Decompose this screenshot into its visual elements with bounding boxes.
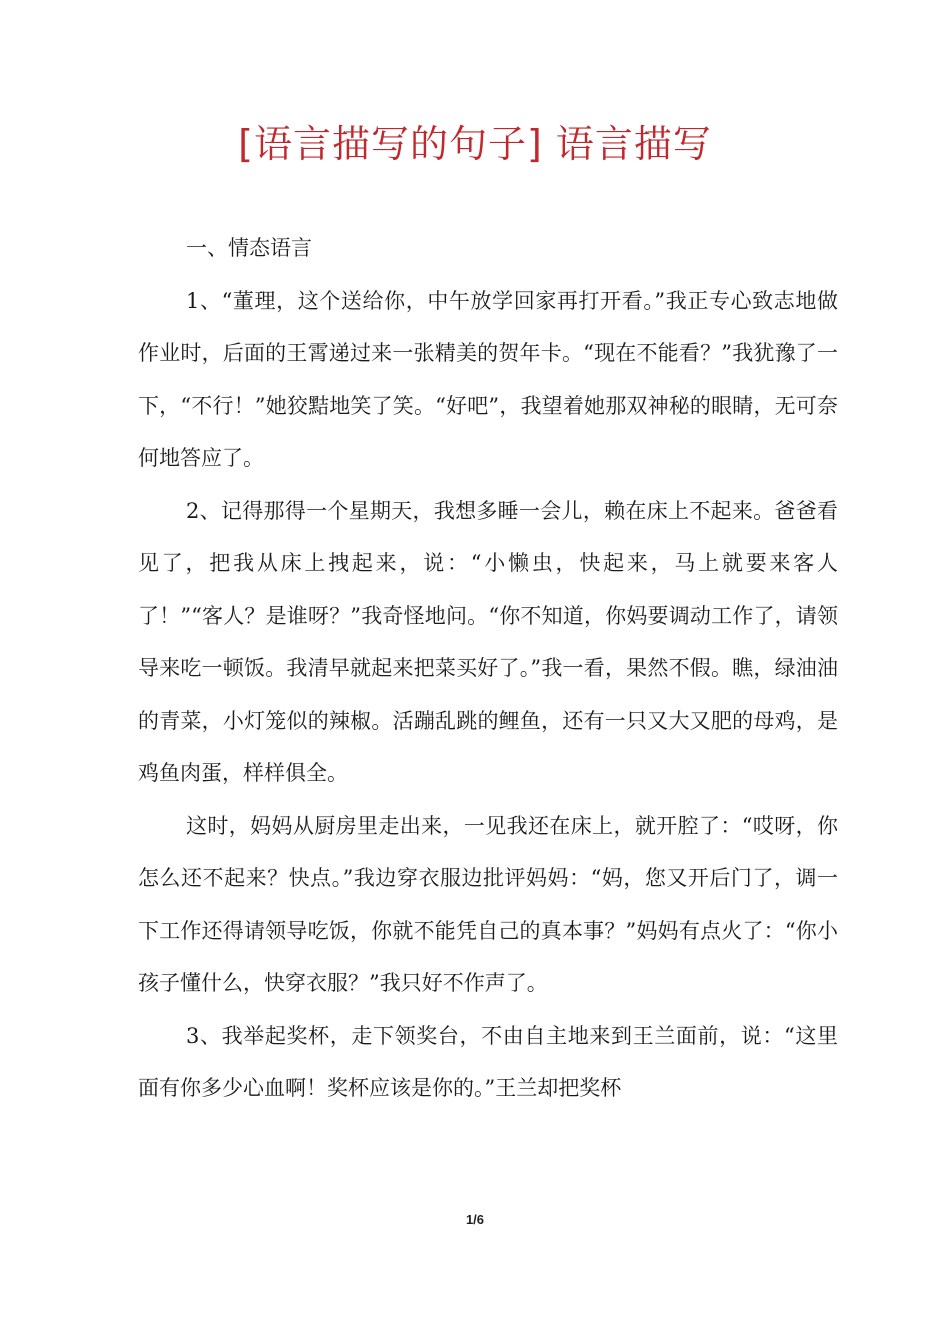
document-title: [语言描写的句子] 语言描写 xyxy=(238,122,712,166)
section-heading: 一、情态语言 xyxy=(186,236,312,260)
paragraph: 这时，妈妈从厨房里走出来，一见我还在床上，就开腔了：“哎呀，你怎么还不起来？快点。”我边穿衣服边批评妈妈：“妈，您又开后门了，调一下工作还得请领导吃饭，你就不能凭自己的真本事？”妈妈有点火了：“你小孩子懂什么，快穿衣服？”我只好不作声了。 xyxy=(138,813,838,995)
paragraph: 1、“董理，这个送给你，中午放学回家再打开看。”我正专心致志地做作业时，后面的王霄递过来一张精美的贺年卡。“现在不能看？”我犹豫了一下，“不行！”她狡黠地笑了笑。“好吧”，我望着她那双神秘的眼睛，无可奈何地答应了。 xyxy=(138,288,838,470)
paragraph: 2、记得那得一个星期天，我想多睡一会儿，赖在床上不起来。爸爸看见了，把我从床上拽起来，说：“小懒虫，快起来，马上就要来客人了！”“客人？是谁呀？”我奇怪地问。“你不知道，你妈要调动工作了，请领导来吃一顿饭。我清早就起来把菜买好了。”我一看，果然不假。瞧，绿油油的青菜，小灯笼似的辣椒。活蹦乱跳的鲤鱼，还有一只又大又肥的母鸡，是鸡鱼肉蛋，样样俱全。 xyxy=(138,498,838,785)
paragraph: 3、我举起奖杯，走下领奖台，不由自主地来到王兰面前，说：“这里面有你多少心血啊！奖杯应该是你的。”王兰却把奖杯 xyxy=(138,1023,838,1100)
document-body xyxy=(138,222,838,1115)
page-number: 1/6 xyxy=(465,1212,485,1227)
